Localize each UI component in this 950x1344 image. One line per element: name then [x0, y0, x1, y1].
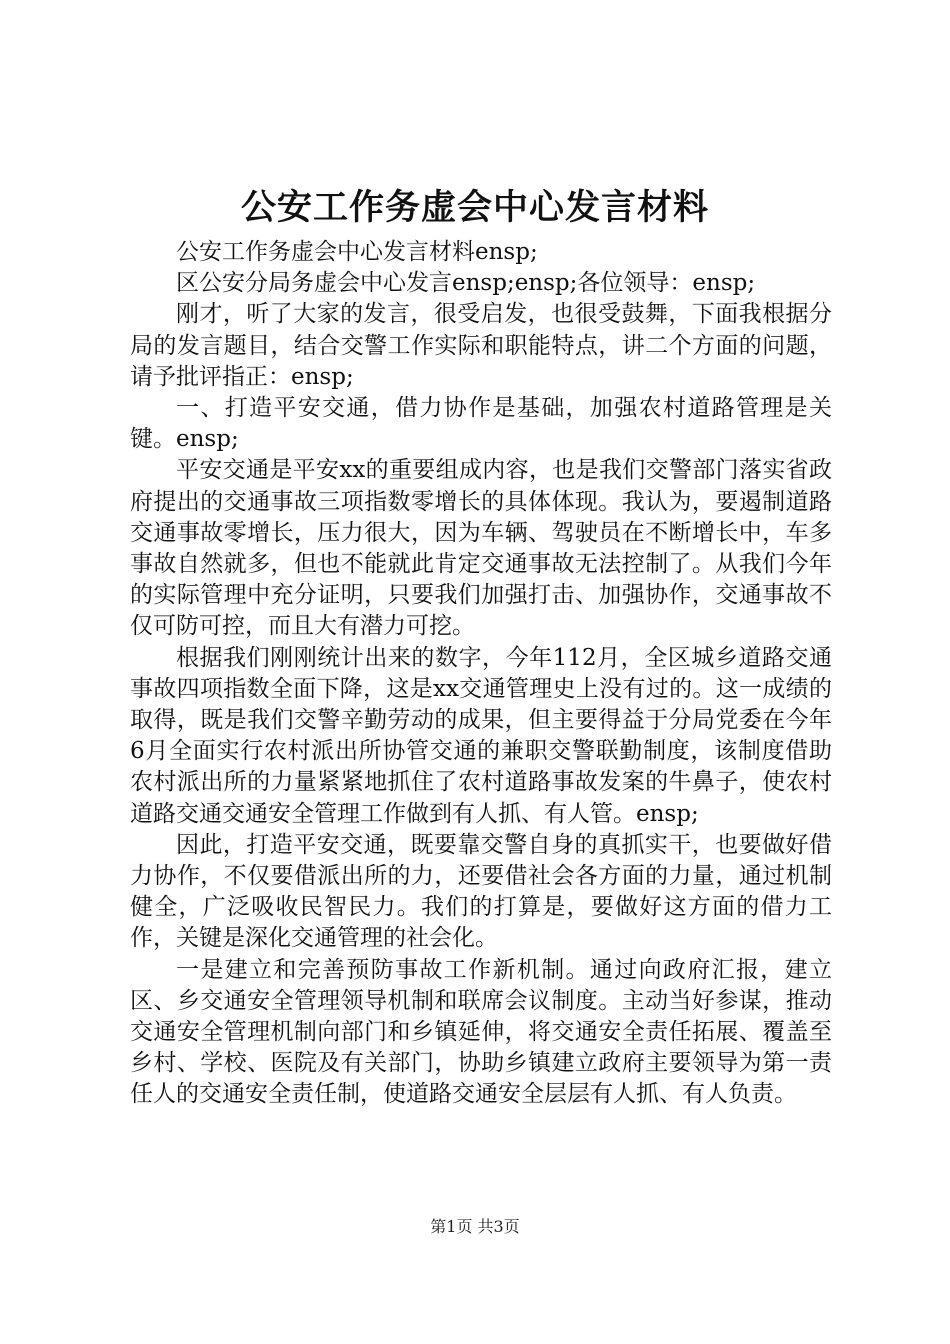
paragraph: 平安交通是平安xx的重要组成内容，也是我们交警部门落实省政府提出的交通事故三项指数零增长的具体体现。我认为，要遏制道路交通事故零增长，压力很大，因为车辆、驾驶员在不断增长中，车多事故自然就多，但也不能就此肯定交通事故无法控制了。从我们今年的实际管理中充分证明，只要我们加强打击、加强协作，交通事故不仅可防可控，而且大有潜力可挖。 — [130, 457, 832, 640]
page-footer: 第1页 共3页 — [430, 1217, 520, 1236]
paragraph: 一是建立和完善预防事故工作新机制。通过向政府汇报，建立区、乡交通安全管理领导机制和联席会议制度。主动当好参谋，推动交通安全管理机制向部门和乡镇延伸，将交通安全责任拓展、覆盖至乡村、学校、医院及有关部门，协助乡镇建立政府主要领导为第一责任人的交通安全责任制，使道路交通安全层层有人抓、有人负责。 — [130, 956, 832, 1108]
paragraph: 刚才，听了大家的发言，很受启发，也很受鼓舞，下面我根据分局的发言题目，结合交警工作实际和职能特点，讲二个方面的问题，请予批评指正：ensp; — [130, 301, 832, 390]
paragraph: 区公安分局务虚会中心发言ensp;ensp;各位领导：ensp; — [176, 270, 756, 297]
document-body — [130, 237, 832, 1111]
paragraph: 一、打造平安交通，借力协作是基础，加强农村道路管理是关键。ensp; — [130, 395, 832, 453]
paragraph: 根据我们刚刚统计出来的数字，今年112月，全区城乡道路交通事故四项指数全面下降，这是xx交通管理史上没有过的。这一成绩的取得，既是我们交警辛勤劳动的成果，但主要得益于分局党委在今年6月全面实行农村派出所协管交通的兼职交警联勤制度，该制度借助农村派出所的力量紧紧地抓住了农村道路事故发案的牛鼻子，使农村道路交通交通安全管理工作做到有人抓、有人管。ensp; — [130, 644, 832, 827]
paragraph: 因此，打造平安交通，既要靠交警自身的真抓实干，也要做好借力协作，不仅要借派出所的力，还要借社会各方面的力量，通过机制健全，广泛吸收民智民力。我们的打算是，要做好这方面的借力工作，关键是深化交通管理的社会化。 — [130, 831, 832, 952]
document-title: 公安工作务虚会中心发言材料 — [240, 187, 709, 228]
paragraph: 公安工作务虚会中心发言材料ensp; — [176, 239, 538, 265]
